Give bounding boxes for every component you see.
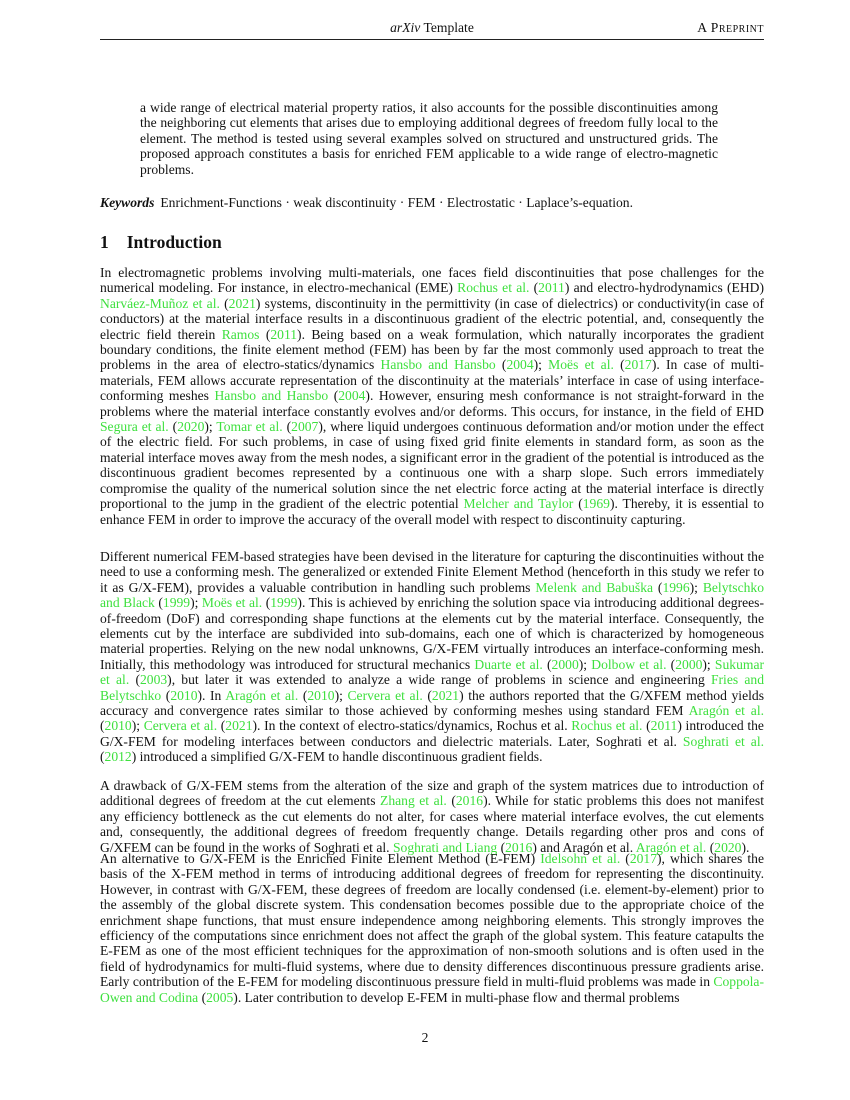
- citation-link[interactable]: Melenk and Babuška: [535, 579, 654, 595]
- text-run: ). While for static problems this does not manifest any efficiency bottleneck as the cut elements do not alter, for cases where material interface evolves, the cut elements and, consequently, the additional degrees of freedom frequently change. Details regarding other pros and cons of G/XFEM can be found in the works of Soghrati et al.: [100, 793, 765, 855]
- citation-link[interactable]: Rochus et al.: [457, 280, 530, 296]
- text-run: (: [217, 718, 226, 734]
- citation-link[interactable]: 2017: [629, 851, 658, 866]
- citation-link[interactable]: 2000: [675, 656, 703, 672]
- citation-link[interactable]: Sukumar et al.: [100, 656, 765, 688]
- text-run: ) and Aragón et al.: [532, 839, 636, 855]
- citation-link[interactable]: 2000: [551, 656, 579, 672]
- text-run: a wide range of electrical material property ratios, it also accounts for the possible discontinuities among the neighboring cut elements that arises due to employing additional degrees of freedom fully local to the element. The method is tested using several examples solved on structured and unstructured grids. The proposed approach constitutes a basis for enriched FEM applicable to a wide range of electro-magnetic problems.: [140, 100, 718, 177]
- citation-link[interactable]: 2004: [338, 388, 366, 404]
- text-run: ). Thereby, it is essential to enhance FEM in order to improve the accuracy of the overall model with respect to discontinuity capturing.: [100, 496, 764, 527]
- intro-paragraph-4: [100, 851, 764, 1005]
- citation-link[interactable]: Rochus et al.: [571, 718, 643, 734]
- text-run: Different numerical FEM-based strategies have been devised in the literature for capturing the discontinuities without the need to use a conforming mesh. The generalized or extended Finite Element Method (henceforth in this study we refer to it as G/X-FEM), provides a valuable contribution in handling such problems: [100, 549, 764, 595]
- citation-link[interactable]: 2012: [104, 749, 132, 765]
- text-run: (: [573, 496, 583, 512]
- citation-link[interactable]: 2021: [431, 687, 460, 703]
- text-run: (: [422, 687, 432, 703]
- text-run: (: [100, 718, 105, 734]
- text-run: (: [620, 851, 630, 866]
- text-run: (: [100, 749, 105, 765]
- keywords-text: Enrichment-Functions · weak discontinuity · FEM · Electrostatic · Laplace’s-equation.: [160, 195, 634, 210]
- text-run: ), where liquid undergoes continuous deformation and/or motion under the effect of the electric field. For such problems, in case of using fixed grid finite elements in standard form, as soon as the material interface moves away from the mesh nodes, a significant error in the gradient of the potential is introduced as the discontinuous gradient becomes represented by a continuous one with a sharp slope. Such errors immediately compromise the quality of the numerical solution since the net electric force acting at the material interface is directly proportional to the jump in the gradient of the electric potential: [100, 419, 764, 512]
- citation-link[interactable]: Aragón et al.: [225, 687, 299, 703]
- citation-link[interactable]: 2010: [307, 687, 335, 703]
- text-run: );: [334, 687, 348, 703]
- running-header: [100, 19, 764, 40]
- citation-link[interactable]: Fries and Belytschko: [100, 672, 764, 703]
- text-run: (: [262, 595, 271, 611]
- text-run: ). However, ensuring mesh conformance is not straight-forward in the problems where the material interface constantly evolves and/or deforms. This occurs, for instance, in the field of EHD: [100, 388, 764, 419]
- keywords-label: Keywords: [100, 195, 155, 210]
- text-run: (: [542, 656, 552, 672]
- citation-link[interactable]: 2003: [139, 672, 168, 688]
- text-run: (: [495, 357, 507, 373]
- citation-link[interactable]: 1999: [162, 595, 191, 611]
- section-number: 1: [100, 232, 109, 252]
- text-run: ). Later contribution to develop E-FEM in multi-phase flow and thermal problems: [233, 989, 680, 1005]
- intro-paragraph-1: [100, 265, 764, 527]
- citation-link[interactable]: Duarte et al.: [474, 656, 543, 672]
- running-title: [100, 20, 764, 36]
- text-run: );: [131, 718, 144, 734]
- citation-link[interactable]: 1999: [270, 595, 298, 611]
- citation-link[interactable]: 2016: [455, 793, 484, 809]
- text-run: ), which shares the basis of the X-FEM method in terms of introducing additional degrees of freedom for representing the discontinuity. However, in contrast with G/X-FEM, these degrees of freedom are locally condensed (i.e. element-by-element) prior to the assembly of the global discrete system. This condensation becomes possible due to the appropriate choice of the enrichment shape functions, that must ensure independence among neighboring elements. This strongly improves the efficiency of the computations since enrichment does not affect the graph of the global system. This feature catapults the E-FEM as one of the most efficient techniques for the approximation of non-smooth solutions and is often used in the field of hydrodynamics for multi-fluid systems, where due to density differences discontinuous pressure gradients arise. Early contribution of the E-FEM for modeling discontinuous pressure field in multi-fluid problems was made in: [100, 851, 764, 990]
- citation-link[interactable]: 2021: [225, 718, 253, 734]
- citation-link[interactable]: Moës et al.: [548, 357, 614, 373]
- text-run: (: [282, 419, 292, 435]
- citation-link[interactable]: Soghrati and Liang: [392, 839, 498, 855]
- section-heading-introduction: [100, 232, 222, 253]
- text-run: (: [706, 839, 715, 855]
- text-run: (: [328, 388, 339, 404]
- text-run: ) introduced a simplified G/X-FEM to handle discontinuous gradient fields.: [131, 749, 543, 765]
- running-title-rest: Template: [420, 20, 474, 35]
- text-run: (: [653, 579, 663, 595]
- text-run: (: [219, 295, 229, 311]
- text-run: );: [702, 656, 715, 672]
- text-run: (: [529, 280, 539, 296]
- citation-link[interactable]: 2010: [170, 687, 198, 703]
- text-run: ).: [741, 839, 750, 855]
- text-run: (: [666, 656, 676, 672]
- citation-link[interactable]: 2017: [624, 357, 652, 373]
- abstract-text: [140, 100, 718, 177]
- text-run: ), but later it was extended to analyze a wide range of problems in science and engineering: [167, 672, 711, 688]
- text-run: (: [161, 687, 171, 703]
- text-run: ). In: [197, 687, 226, 703]
- text-run: );: [578, 656, 592, 672]
- citation-link[interactable]: 2011: [270, 326, 298, 342]
- text-run: ) systems, discontinuity in the permittivity (in case of dielectrics) or conductivity(in case of conductors) at the material interface results in a discontinuous gradient of the electric potential, and, consequently the electric field therein: [100, 295, 764, 342]
- text-run: (: [129, 672, 140, 688]
- preprint-label: A Preprint: [697, 20, 764, 35]
- text-run: ) and electro-hydrodynamics (EHD): [564, 280, 764, 296]
- citation-link[interactable]: 2007: [291, 419, 319, 435]
- citation-link[interactable]: Segura et al.: [100, 419, 169, 435]
- citation-link[interactable]: 2016: [505, 839, 533, 855]
- citation-link[interactable]: Aragón et al.: [688, 703, 764, 719]
- text-run: );: [190, 595, 202, 611]
- citation-link[interactable]: 2004: [506, 357, 534, 373]
- text-run: );: [204, 419, 217, 435]
- text-run: A drawback of G/X-FEM stems from the alteration of the size and graph of the system matrices due to introduction of additional degrees of freedom at the cut elements: [100, 778, 764, 809]
- text-run: (: [154, 595, 163, 611]
- text-run: ) introduced the G/X-FEM for modeling interfaces between conductors and dielectric materials. Later, Soghrati et al.: [100, 718, 764, 749]
- text-run: ) the authors reported that the G/XFEM method yields accuracy and convergence rates similar to those achieved by conforming meshes using standard FEM: [100, 687, 764, 719]
- citation-link[interactable]: 1969: [582, 496, 610, 512]
- text-run: (: [613, 357, 625, 373]
- text-run: ). This is achieved by enriching the solution space via introducing additional degrees-of-freedom (DoF) and corresponding shape functions at the elements cut by the material interface. Consequently, the elements cut by the interface are subdivided into sub-domains, each one of which is characterized by homogeneous material properties. Relying on the new nodal unknowns, G/X-FEM virtually introduces an interface-conforming mesh. Initially, this methodology was introduced for structural mechanics: [100, 595, 765, 672]
- citation-link[interactable]: 2021: [228, 295, 256, 311]
- intro-paragraph-2: [100, 549, 764, 765]
- intro-paragraph-3: [100, 778, 764, 855]
- text-run: );: [533, 357, 549, 373]
- citation-link[interactable]: Belytschko and Black: [100, 579, 764, 611]
- citation-link[interactable]: Coppola-Owen and Codina: [100, 974, 764, 1005]
- citation-link[interactable]: Soghrati et al.: [682, 733, 764, 749]
- text-run: (: [497, 839, 506, 855]
- text-run: (: [298, 687, 308, 703]
- citation-link[interactable]: Cervera et al.: [143, 718, 218, 734]
- text-run: (: [642, 718, 651, 734]
- text-run: ). Being based on a weak formulation, which naturally incorporates the gradient boundary conditions, the finite element method (FEM) has been by far the most commonly used approach to treat the problems in the area of electro-statics/dynamics: [100, 326, 765, 373]
- citation-link[interactable]: 2011: [650, 718, 678, 734]
- text-run: An alternative to G/X-FEM is the Enriched Finite Element Method (E-FEM): [100, 851, 541, 866]
- page-number: 2: [421, 1030, 429, 1045]
- citation-link[interactable]: 2010: [104, 718, 132, 734]
- citation-link[interactable]: 1996: [662, 579, 690, 595]
- citation-link[interactable]: Tomar et al.: [216, 419, 283, 435]
- citation-link[interactable]: Melcher and Taylor: [463, 496, 574, 512]
- section-title: Introduction: [126, 232, 222, 252]
- text-run: );: [689, 579, 703, 595]
- keywords: [100, 195, 633, 211]
- text-run: ). In the context of electro-statics/dynamics, Rochus et al.: [252, 718, 572, 734]
- citation-link[interactable]: Aragón et al.: [635, 839, 707, 855]
- citation-link[interactable]: 2020: [177, 419, 205, 435]
- citation-link[interactable]: Idelsohn et al.: [540, 851, 621, 866]
- citation-link[interactable]: 2020: [714, 839, 742, 855]
- citation-link[interactable]: Hansbo and Hansbo: [380, 357, 496, 373]
- citation-link[interactable]: 2005: [206, 989, 234, 1005]
- text-run: (: [446, 793, 456, 809]
- citation-link[interactable]: Ramos: [221, 326, 260, 342]
- running-title-arxiv: arXiv: [390, 20, 421, 35]
- citation-link[interactable]: 2011: [538, 280, 565, 296]
- citation-link[interactable]: Moës et al.: [201, 595, 263, 611]
- citation-link[interactable]: Hansbo and Hansbo: [214, 388, 329, 404]
- text-run: In electromagnetic problems involving multi-materials, one faces field discontinuities that pose challenges for the numerical modeling. For instance, in electro-mechanical (EME): [100, 265, 764, 296]
- citation-link[interactable]: Narváez-Muñoz et al.: [100, 295, 220, 311]
- citation-link[interactable]: Zhang et al.: [380, 793, 447, 809]
- text-run: (: [168, 419, 178, 435]
- text-run: ). In case of multi-materials, FEM allows accurate representation of the discontinuity at the materials’ interface in case of using interface-conforming meshes: [100, 357, 764, 404]
- text-run: (: [259, 326, 271, 342]
- text-run: (: [198, 989, 207, 1005]
- citation-link[interactable]: Cervera et al.: [347, 687, 423, 703]
- citation-link[interactable]: Dolbow et al.: [591, 656, 667, 672]
